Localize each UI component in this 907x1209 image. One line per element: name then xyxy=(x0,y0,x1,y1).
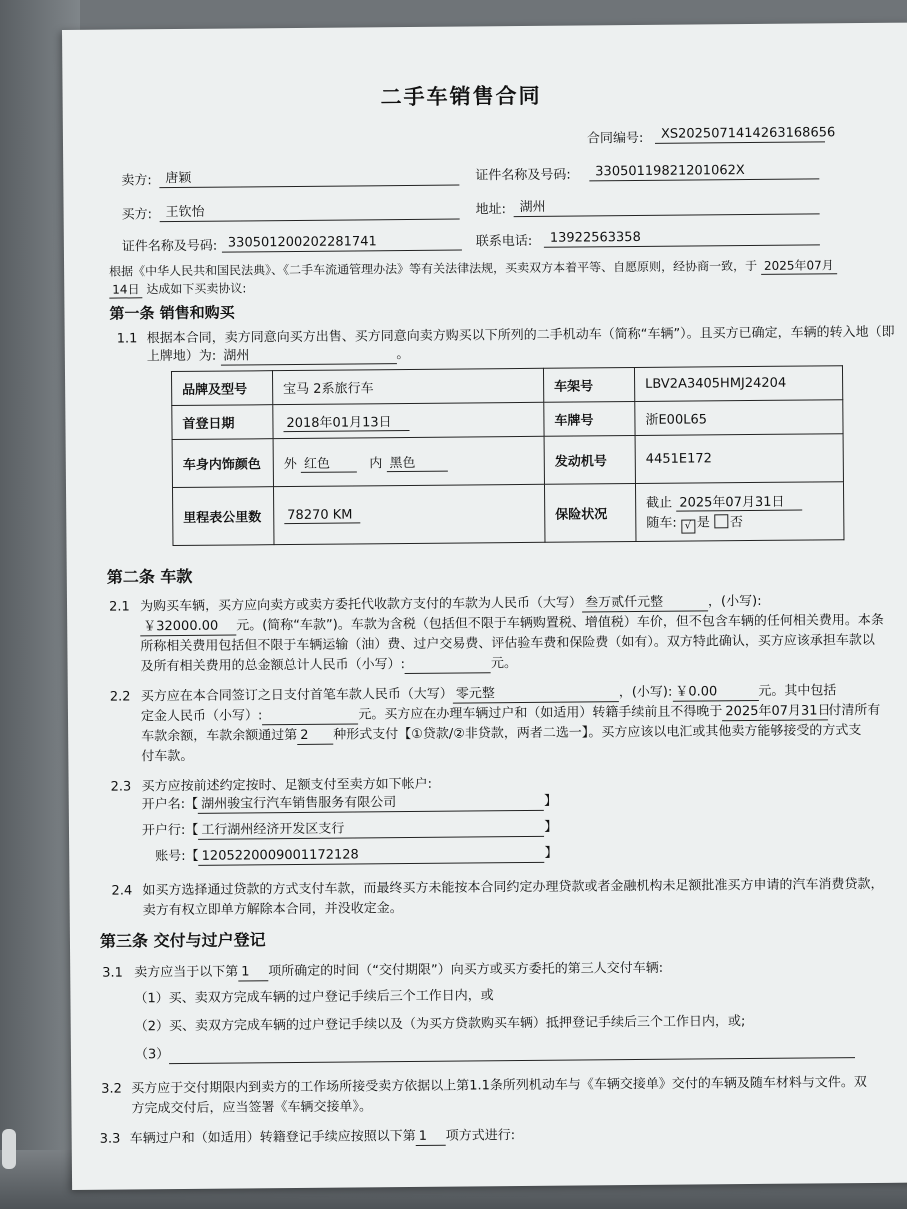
desk-object xyxy=(2,1129,16,1169)
clause-2-4-number: 2.4 xyxy=(111,883,133,899)
odometer-value: 78270 KM xyxy=(284,507,360,524)
contract-no-label: 合同编号: xyxy=(586,130,644,147)
insurance-follow-row xyxy=(646,510,833,534)
clause-2-1-line1 xyxy=(140,594,762,616)
insurance-prefix: 截止 xyxy=(646,495,673,511)
engine-label: 发动机号 xyxy=(544,436,635,485)
contract-page xyxy=(62,23,907,1190)
vin-label: 车架号 xyxy=(543,368,634,403)
clause-3-3-line xyxy=(130,1128,516,1148)
preamble-date-day: 14日 xyxy=(109,281,142,298)
color-label: 车身内饰颜色 xyxy=(172,439,273,488)
contract-no-field xyxy=(655,125,836,143)
insurance-yes-checkbox: √ xyxy=(681,519,695,533)
clause-2-3-text: 买方应按前述约定按时、足额支付至卖方如下帐户: xyxy=(141,776,433,795)
account-number-label: 账号: xyxy=(155,848,186,865)
clause-2-2-number: 2.2 xyxy=(109,689,131,705)
bank-left-bracket: 【 xyxy=(185,822,199,838)
buyer-address-value: 湖州 xyxy=(519,199,546,216)
insurance-label: 保险状况 xyxy=(544,484,636,543)
bank-row xyxy=(142,820,558,841)
clause-2-2-text-b: ，(小写): xyxy=(618,684,673,701)
clause-2-2-text-f: 付清所有 xyxy=(828,702,881,719)
seller-label: 卖方: xyxy=(121,173,152,189)
buyer-address-field xyxy=(514,197,820,217)
clause-3-2-text-a: 买方应于交付期限内到卖方的工作场所接受卖方依据以上第1.1条所列机动车与《车辆交接单》交付的车辆及随车材料与文件。双 xyxy=(131,1075,867,1097)
engine-value: 4451E172 xyxy=(635,434,843,484)
buyer-label: 买方: xyxy=(121,207,153,223)
clause-1-1-end: 。 xyxy=(396,346,410,363)
clause-2-1-text-b: ，(小写): xyxy=(707,593,762,610)
account-name-row xyxy=(142,794,558,815)
odometer-cell xyxy=(273,484,544,544)
clause-2-3-number: 2.3 xyxy=(110,779,132,795)
preamble-line1 xyxy=(109,257,837,280)
final-payment-date: 2025年07月31日 xyxy=(722,703,828,721)
article-1-title: 第一条 销售和购买 xyxy=(109,303,235,323)
preamble-text: 根据《中华人民共和国民法典》、《二手车流通管理办法》等有关法律法规，买卖双方本着平等、自愿原则，经协商一致，于 xyxy=(109,258,758,279)
price-numeric: ￥32000.00 xyxy=(140,619,236,637)
clause-3-1-text-b: 项所确定的时间（“交付期限”）向买方或买方委托的第三人交付车辆: xyxy=(268,960,664,980)
preamble-end-text: 达成如下买卖协议: xyxy=(146,281,247,297)
account-number-value: 1205220009001172128 xyxy=(199,846,545,866)
article-3-title: 第三条 交付与过户登记 xyxy=(99,930,266,951)
brand-value: 宝马 2系旅行车 xyxy=(272,368,543,404)
insurance-no-checkbox xyxy=(714,514,728,528)
price-uppercase: 叁万贰仟元整 xyxy=(582,594,708,612)
clause-2-1-line2 xyxy=(140,613,884,636)
clause-2-2-text-d: 定金人民币（小写）: xyxy=(140,708,263,725)
buyer-address-label: 地址: xyxy=(475,202,507,218)
exterior-color: 红色 xyxy=(301,452,357,472)
account-name-value: 湖州骏宝行汽车销售服务有限公司 xyxy=(198,794,544,814)
seller-field xyxy=(159,169,459,189)
vehicle-table xyxy=(171,365,845,546)
plate-label: 车牌号 xyxy=(544,402,635,437)
clause-3-3-number: 3.3 xyxy=(99,1131,121,1147)
clause-2-2-text-h: 种形式支付【①贷款/②非贷款，两者二选一】。买方应该以电汇或其他卖方能够接受的方式支 xyxy=(333,723,862,743)
clause-2-1-line4 xyxy=(140,656,517,676)
clause-2-2-text-c: 元。其中包括 xyxy=(758,683,837,699)
transfer-option-number: 1 xyxy=(416,1129,446,1146)
buyer-id-label: 证件名称及号码: xyxy=(121,238,218,255)
reg-date-cell xyxy=(273,402,544,438)
bank-right-bracket: 】 xyxy=(544,819,558,835)
buyer-id-field xyxy=(222,234,462,253)
clause-3-2-number: 3.2 xyxy=(101,1081,122,1097)
account-number-row xyxy=(155,846,558,867)
plate-value: 浙E00L65 xyxy=(635,400,843,436)
account-name-label: 开户名: xyxy=(141,796,186,813)
seller-id-value: 33050119821201062X xyxy=(595,163,745,180)
reg-date-value: 2018年01月13日 xyxy=(283,410,409,431)
delivery-option-number: 1 xyxy=(238,964,268,981)
clause-2-4-text-a: 如买方选择通过贷款的方式支付车款，而最终买方未能按本合同约定办理贷款或者金融机构未足额批准买方申请的汽车消费贷款， xyxy=(142,876,884,899)
clause-3-2-text-b: 方完成交付后，应当签署《车辆交接单》。 xyxy=(131,1099,372,1117)
clause-2-2-line3 xyxy=(141,723,861,746)
clause-3-1-option-3: （3） xyxy=(134,1047,170,1063)
brand-label: 品牌及型号 xyxy=(171,371,272,406)
registration-place: 湖州 xyxy=(220,347,396,366)
insurance-no-label: 否 xyxy=(729,514,744,530)
buyer-name: 王钦怡 xyxy=(165,204,205,221)
preamble-date-month: 2025年07月 xyxy=(761,257,837,275)
clause-1-1-text: 根据本合同，卖方同意向买方出售、买方同意向卖方购买以下所列的二手机动车（简称“车辆”）。且买方已确定，车辆的转入地（即 xyxy=(146,324,895,347)
clause-1-1-text2: 上牌地）为: xyxy=(146,348,217,365)
seller-name: 唐颖 xyxy=(165,170,192,187)
buyer-id-value: 330501200202281741 xyxy=(227,234,377,251)
clause-1-1-line2 xyxy=(147,347,410,366)
down-payment-uppercase: 零元整 xyxy=(453,685,619,703)
insurance-date: 2025年07月31日 xyxy=(676,490,802,511)
buyer-phone-label: 联系电话: xyxy=(475,233,533,250)
clause-2-2-text-a: 买方应在本合同签订之日支付首笔车款人民币（大写） xyxy=(140,686,453,705)
page-title: 二手车销售合同 xyxy=(380,83,542,110)
clause-2-1-text-f: 元。 xyxy=(490,656,518,672)
vin-value: LBV2A3405HMJ24204 xyxy=(634,366,842,402)
insurance-cell xyxy=(635,482,843,542)
clause-3-1-option-3-row xyxy=(135,1041,855,1064)
buyer-phone-value: 13922563358 xyxy=(549,229,641,246)
account-name-left-bracket: 【 xyxy=(185,796,199,812)
buyer-field xyxy=(160,203,460,223)
down-payment-numeric: ￥0.00 xyxy=(672,684,758,702)
clause-2-1-number: 2.1 xyxy=(108,599,130,615)
clause-2-2-text-i: 付车款。 xyxy=(141,748,194,765)
clause-3-1-number: 3.1 xyxy=(102,965,123,981)
insurance-follow-label: 随车: xyxy=(646,515,677,531)
interior-color: 黑色 xyxy=(386,451,447,472)
bank-value: 工行湖州经济开发区支行 xyxy=(198,820,544,840)
clause-2-2-text-g: 车款余额，车款余额通过第 xyxy=(141,727,298,745)
article-2-title: 第二条 车款 xyxy=(106,566,193,587)
interior-label: 内 xyxy=(369,455,383,471)
seller-id-field xyxy=(589,162,819,181)
insurance-yes-label: 是 xyxy=(696,514,710,530)
color-cell xyxy=(273,436,544,486)
reg-date-label: 首登日期 xyxy=(172,405,273,440)
clause-2-1-text-a: 为购买车辆，买方应向卖方或卖方委托代收款方支付的车款为人民币（大写） xyxy=(139,595,583,615)
odometer-label: 里程表公里数 xyxy=(172,487,274,546)
clause-1-1-number: 1.1 xyxy=(116,331,138,347)
account-number-right-bracket: 】 xyxy=(544,845,558,861)
account-name-right-bracket: 】 xyxy=(544,793,558,809)
exterior-label: 外 xyxy=(283,456,297,472)
clause-3-1-line1 xyxy=(134,961,663,983)
clause-3-1-option-2: （2）买、卖双方完成车辆的过户登记手续以及（为买方贷款购买车辆）抵押登记手续后三个工作日内，或; xyxy=(134,1014,746,1035)
contract-no-value: XS2025071414263168656 xyxy=(660,125,836,142)
seller-id-label: 证件名称及号码: xyxy=(475,167,571,184)
clause-3-3-text-a: 车辆过户和（如适用）转籍登记手续应按照以下第 xyxy=(129,1128,416,1147)
clause-3-3-text-b: 项方式进行: xyxy=(445,1128,516,1144)
account-number-left-bracket: 【 xyxy=(185,848,199,864)
bank-label: 开户行: xyxy=(141,822,186,839)
clause-3-1-text-a: 卖方应当于以下第 xyxy=(134,964,239,981)
clause-2-1-text-d: 所称相关费用包括但不限于车辆运输（油）费、过户交易费、评估验车费和保险费（如有）。双方特此确认，买方应该承担车款以 xyxy=(140,632,875,655)
buyer-phone-field xyxy=(544,228,820,247)
insurance-date-row xyxy=(646,490,833,512)
clause-2-2-text-e: 元。买方应在办理车辆过户和（如适用）转籍手续前且不得晚于 xyxy=(358,704,723,723)
clause-2-2-line1 xyxy=(141,683,837,706)
clause-2-1-text-c: 元。(简称“车款”)。车款为含税（包括但不限于车辆购置税、增值税）车价，但不包含车辆的任何相关费用。本条 xyxy=(236,612,884,634)
payment-method-number: 2 xyxy=(297,728,333,745)
clause-2-1-text-e: 及所有相关费用的总金额总计人民币（小写）: xyxy=(140,657,406,675)
clause-3-1-option-1: （1）买、卖双方完成车辆的过户登记手续后三个工作日内，或 xyxy=(134,988,494,1007)
clause-2-2-line2 xyxy=(141,703,881,726)
clause-2-4-text-b: 卖方有权立即单方解除本合同，并没收定金。 xyxy=(142,901,403,919)
preamble-line2 xyxy=(109,280,246,298)
